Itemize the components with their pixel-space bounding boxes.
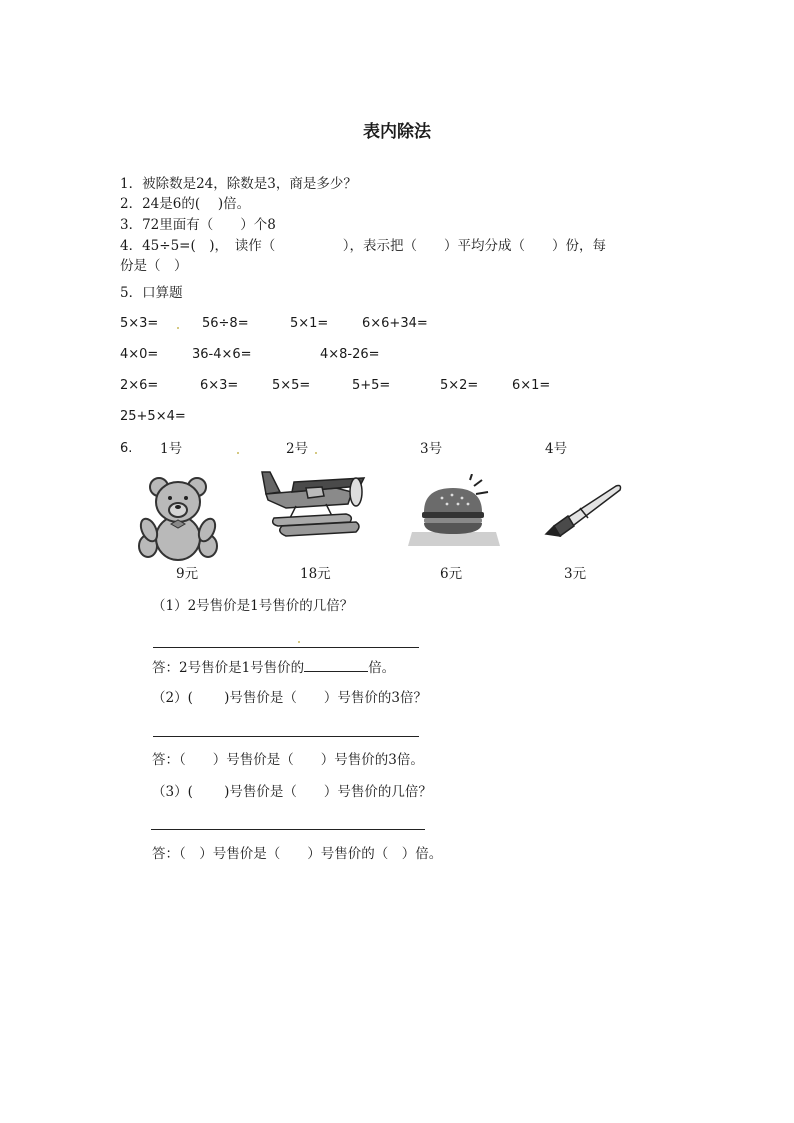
- price-1: 9元: [176, 566, 199, 582]
- answer-1: [152, 658, 395, 677]
- calc-item: 5+5=: [352, 378, 391, 393]
- calc-item: 5×3=: [120, 316, 159, 331]
- item-label-1: 1号: [160, 441, 183, 457]
- calc-item: 36-4×6=: [192, 347, 252, 362]
- page-title: 表内除法: [363, 122, 431, 142]
- calc-item: 25+5×4=: [120, 409, 186, 424]
- seaplane-icon: [256, 470, 368, 540]
- calc-item: 2×6=: [120, 378, 159, 393]
- hamburger-icon: [406, 474, 502, 550]
- calc-item: 4×8-26=: [320, 347, 380, 362]
- question-3: 3．72里面有（ ）个8: [120, 217, 276, 233]
- calc-item: 5×5=: [272, 378, 311, 393]
- sub-question-2: （2）( )号售价是（ ）号售价的3倍？: [152, 690, 428, 706]
- calc-item: 6×6+34=: [362, 316, 428, 331]
- answer-3: 答：（ ）号售价是（ ）号售价的（ ）倍。: [152, 846, 443, 862]
- item-label-2: 2号: [286, 441, 309, 457]
- question-4-line-2: 份是（ ）: [120, 258, 188, 274]
- marker-pen-icon: [540, 478, 624, 540]
- calc-item: 6×3=: [200, 378, 239, 393]
- answer-1-suffix: 倍。: [368, 660, 396, 676]
- price-4: 3元: [564, 566, 587, 582]
- calc-item: 56÷8=: [202, 316, 249, 331]
- teddy-bear-icon: [137, 474, 219, 564]
- answer-line-1: [153, 647, 419, 648]
- question-1: 1．被除数是24，除数是3，商是多少？: [120, 176, 357, 192]
- question-4-line-1: 4．45÷5=( )， 读作（ ），表示把（ ）平均分成（ ）份，每: [120, 238, 607, 254]
- price-2: 18元: [300, 566, 331, 582]
- answer-2: 答：（ ）号售价是（ ）号售价的3倍。: [152, 752, 424, 768]
- sub-question-1: （1）2号售价是1号售价的几倍？: [152, 598, 354, 614]
- price-3: 6元: [440, 566, 463, 582]
- item-label-3: 3号: [420, 441, 443, 457]
- question-5-heading: 5．口算题: [120, 285, 183, 301]
- sub-question-3: （3）( )号售价是（ ）号售价的几倍？: [152, 784, 432, 800]
- answer-line-2: [153, 736, 419, 737]
- answer-line-3: [151, 829, 425, 830]
- question-2: 2．24是6的( )倍。: [120, 196, 251, 212]
- answer-1-blank: [304, 658, 368, 672]
- answer-1-prefix: 答：2号售价是1号售价的: [152, 660, 305, 676]
- calc-item: 4×0=: [120, 347, 159, 362]
- calc-item: 6×1=: [512, 378, 551, 393]
- item-label-4: 4号: [545, 441, 568, 457]
- calc-item: 5×1=: [290, 316, 329, 331]
- question-6-number: 6.: [120, 441, 133, 456]
- calc-item: 5×2=: [440, 378, 479, 393]
